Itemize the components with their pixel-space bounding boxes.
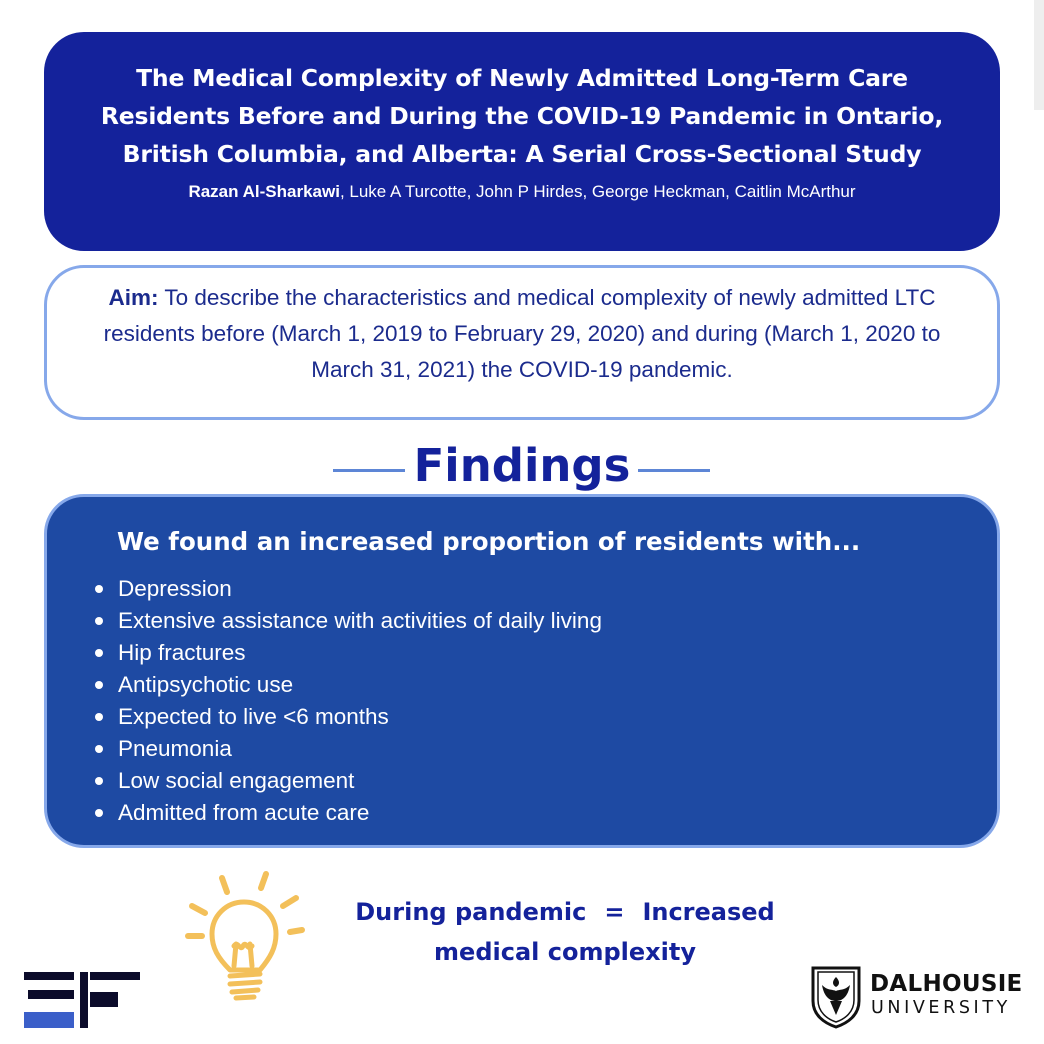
bullet-icon xyxy=(95,617,103,625)
aim-card xyxy=(44,265,1000,420)
findings-heading: Findings xyxy=(413,439,631,492)
conclusion-left: During pandemic xyxy=(355,898,587,926)
paper-title: The Medical Complexity of Newly Admitted Long-Term Care Residents Before and During the COVID-19 Pandemic in Ontario, British Columbia, and Alberta: A Serial Cross-Sectional Study xyxy=(100,64,944,168)
aim-text: To describe the characteristics and medical complexity of newly admitted LTC residents before (March 1, 2019 to February 29, 2020) and during (March 1, 2020 to March 31, 2021) the COVID-19 pandemic. xyxy=(103,285,941,382)
list-item xyxy=(95,765,602,797)
findings-card xyxy=(44,494,1000,848)
findings-rule-right xyxy=(638,469,710,472)
page-edge-strip xyxy=(1034,0,1044,110)
bullet-icon xyxy=(95,713,103,721)
bullet-icon xyxy=(95,745,103,753)
findings-intro: We found an increased proportion of residents with... xyxy=(117,527,861,556)
conclusion-line-1 xyxy=(340,892,790,932)
bullet-icon xyxy=(95,649,103,657)
list-item-text: Antipsychotic use xyxy=(118,672,294,697)
list-item-text: Pneumonia xyxy=(118,736,232,761)
university-subname: UNIVERSITY xyxy=(871,998,1011,1018)
ef-logo-icon xyxy=(24,972,140,1028)
list-item-text: Admitted from acute care xyxy=(118,800,370,825)
bullet-icon xyxy=(95,681,103,689)
equals-sign: = xyxy=(604,898,625,926)
dalhousie-crest-icon xyxy=(810,965,862,1029)
aim-statement xyxy=(47,268,997,388)
findings-header xyxy=(0,436,1044,496)
bullet-icon xyxy=(95,585,103,593)
author-list xyxy=(44,173,1000,205)
title-card xyxy=(44,32,1000,251)
university-name: DALHOUSIE xyxy=(870,971,1023,997)
bullet-icon xyxy=(95,809,103,817)
conclusion-right: Increased xyxy=(642,898,775,926)
list-item xyxy=(95,669,602,701)
list-item xyxy=(95,573,602,605)
bullet-icon xyxy=(95,777,103,785)
aim-label: Aim: xyxy=(108,285,159,310)
list-item-text: Expected to live <6 months xyxy=(118,704,389,729)
list-item-text: Low social engagement xyxy=(118,768,355,793)
list-item xyxy=(95,605,602,637)
lightbulb-icon xyxy=(178,866,308,1001)
conclusion-line-2: medical complexity xyxy=(434,938,696,966)
findings-list xyxy=(95,573,602,829)
list-item-text: Hip fractures xyxy=(118,640,246,665)
list-item xyxy=(95,797,602,829)
lead-author: Razan Al-Sharkawi xyxy=(188,182,340,201)
list-item xyxy=(95,733,602,765)
list-item xyxy=(95,701,602,733)
dalhousie-logo xyxy=(810,965,1030,1029)
conclusion xyxy=(340,892,790,972)
list-item-text: Extensive assistance with activities of daily living xyxy=(118,608,602,633)
list-item xyxy=(95,637,602,669)
list-item-text: Depression xyxy=(118,576,232,601)
co-authors: , Luke A Turcotte, John P Hirdes, George Heckman, Caitlin McArthur xyxy=(339,182,856,201)
